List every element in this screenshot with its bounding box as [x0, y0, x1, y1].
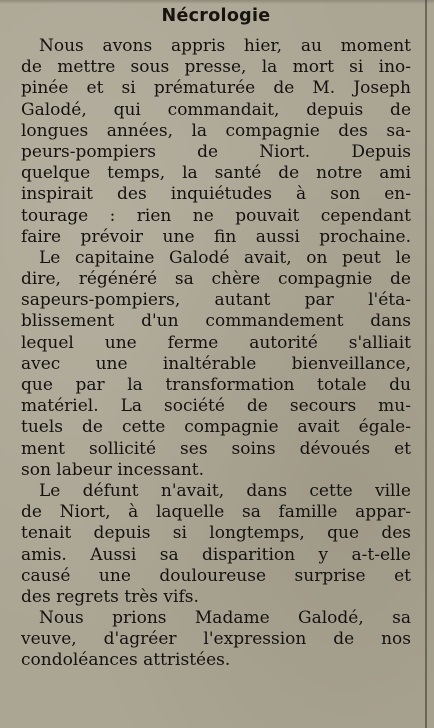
text-line: que par la transformation totale du: [21, 375, 411, 395]
text-line: dire, régénéré sa chère compagnie de: [21, 269, 411, 290]
text-line: peurs-pompiers de Niort. Depuis: [21, 141, 411, 162]
text-line: blissement d'un commandement dans: [21, 311, 411, 332]
text-line: pinée et si prématurée de M. Joseph: [21, 78, 411, 99]
text-line: condoléances attristées.: [21, 650, 231, 671]
text-line: matériel. La société de secours mu-: [21, 396, 411, 417]
text-line: lequel une ferme autorité s'alliait: [21, 332, 411, 353]
text-line: Le défunt n'avait, dans cette ville: [39, 480, 411, 501]
text-line: tuels de cette compagnie avait égale-: [21, 417, 411, 438]
text-line: des regrets très vifs.: [21, 586, 199, 607]
column-rule: [425, 0, 427, 728]
text-line: inspirait des inquiétudes à son en-: [21, 184, 411, 205]
text-line: Nous avons appris hier, au moment: [39, 36, 411, 56]
text-line: tourage : rien ne pouvait cependant: [21, 205, 411, 226]
text-line: de mettre sous presse, la mort si ino-: [21, 57, 411, 78]
article-column: [21, 4, 411, 672]
article-title: Nécrologie: [161, 6, 271, 26]
paragraph-niort-friends: [21, 481, 411, 608]
text-line: longues années, la compagnie des sa-: [21, 120, 411, 141]
text-line: faire prévoir une fin aussi prochaine.: [21, 226, 411, 247]
text-line: amis. Aussi sa disparition y a-t-elle: [21, 544, 411, 565]
text-line: ment sollicité ses soins dévoués et: [21, 438, 411, 459]
paragraph-death-announcement: [21, 36, 411, 248]
text-line: Galodé, qui commandait, depuis de: [21, 99, 411, 120]
text-line: avec une inaltérable bienveillance,: [21, 353, 411, 374]
text-line: causé une douloureuse surprise et: [21, 565, 411, 586]
text-line: quelque temps, la santé de notre ami: [21, 163, 411, 184]
text-line: tenait depuis si longtemps, que des: [21, 523, 411, 544]
text-line: son labeur incessant.: [21, 459, 205, 480]
text-line: de Niort, à laquelle sa famille appar-: [21, 502, 411, 523]
text-line: veuve, d'agréer l'expression de nos: [21, 629, 411, 650]
text-line: Nous prions Madame Galodé, sa: [39, 608, 411, 629]
text-line: Le capitaine Galodé avait, on peut le: [39, 247, 411, 268]
paragraph-captain-tribute: [21, 248, 411, 481]
paragraph-condolences: [21, 608, 411, 672]
text-line: sapeurs-pompiers, autant par l'éta-: [21, 290, 411, 311]
